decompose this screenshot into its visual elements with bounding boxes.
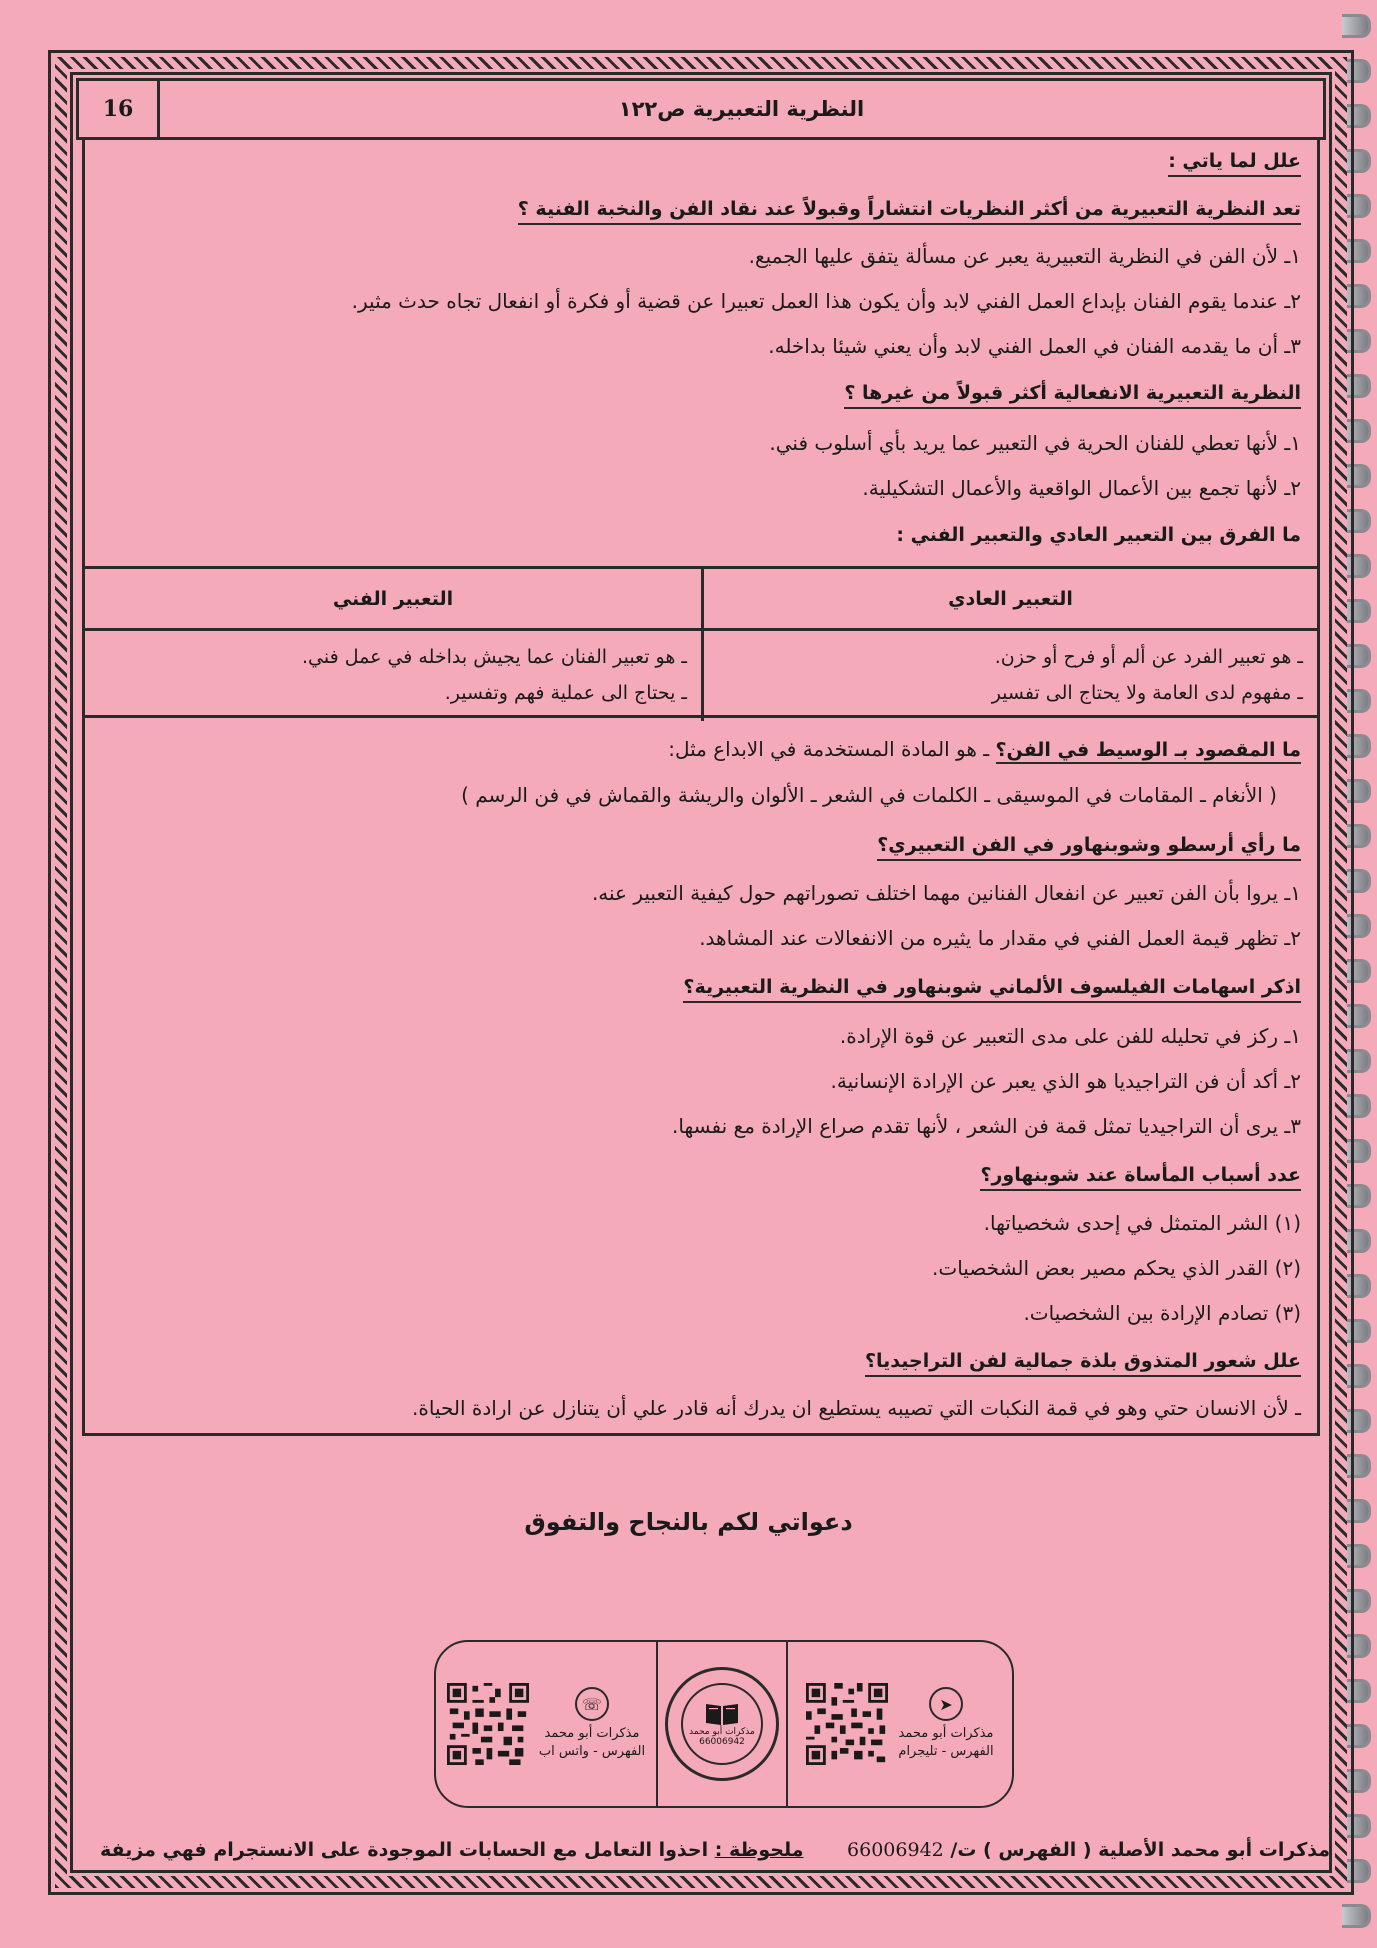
footer [100, 1836, 1330, 1864]
whatsapp-qr-code[interactable] [447, 1679, 529, 1769]
table-header-artistic: التعبير الفني [85, 569, 701, 631]
brand-logo [665, 1667, 779, 1781]
table-cell-ordinary [701, 631, 1317, 721]
page-title: النظرية التعبيرية ص١٢٢ [618, 97, 865, 121]
closing-prayer: دعواتي لكم بالنجاح والتفوق [524, 1508, 853, 1536]
q1-answer: ١ـ لأن الفن في النظرية التعبيرية يعبر عن مسألة يتفق عليها الجميع. [748, 244, 1301, 268]
whatsapp-name: مذكرات أبو محمد [544, 1726, 640, 1741]
q7-answer: (٢) القدر الذي يحكم مصير بعض الشخصيات. [932, 1256, 1301, 1280]
telegram-section [788, 1642, 1012, 1806]
q6-answer: ٣ـ يرى أن التراجيديا تمثل قمة فن الشعر ، لأنها تقدم صراع الإرادة مع نفسها. [672, 1114, 1301, 1138]
q7-answer: (٣) تصادم الإرادة بين الشخصيات. [1023, 1301, 1301, 1325]
book-icon [704, 1701, 740, 1727]
q7-answer: (١) الشر المتمثل في إحدى شخصياتها. [983, 1211, 1301, 1235]
footer-brand [847, 1839, 1330, 1861]
telegram-qr-code[interactable] [806, 1679, 888, 1769]
q8-answer: ـ لأن الانسان حتي وهو في قمة النكبات التي تصيبه يستطيع ان يدرك أنه قادر علي أن يتنازل عن ارادة الحياة. [412, 1396, 1301, 1420]
table-cell-artistic [85, 631, 701, 721]
logo-text: مذكرات أبو محمد [689, 1727, 755, 1737]
q6-question: اذكر اسهامات الفيلسوف الألماني شوبنهاور في النظرية التعبيرية؟ [683, 974, 1301, 1003]
logo-section [658, 1642, 788, 1806]
comparison-table [85, 566, 1317, 718]
q6-answer: ١ـ ركز في تحليله للفن على مدى التعبير عن قوة الإرادة. [839, 1024, 1301, 1048]
footer-brand-text: مذكرات أبو محمد الأصلية ( الفهرس ) ت/ [950, 1839, 1330, 1861]
q7-question: عدد أسباب المأساة عند شوبنهاور؟ [980, 1162, 1301, 1191]
telegram-handle: الفهرس - تليجرام [898, 1744, 994, 1759]
footer-note-label: ملحوظة : [714, 1839, 804, 1861]
footer-note-text: احذوا التعامل مع الحسابات الموجودة على الانستجرام فهي مزيفة [100, 1839, 709, 1861]
q4-answer: ( الأنغام ـ المقامات في الموسيقى ـ الكلمات في الشعر ـ الألوان والريشة والقماش في فن الرسم ) [461, 783, 1277, 807]
whatsapp-label [539, 1687, 645, 1761]
spiral-ring [1342, 1904, 1371, 1928]
table-row: ـ يحتاج الى عملية فهم وتفسير. [444, 682, 687, 704]
telegram-label [898, 1687, 993, 1761]
spiral-ring [1342, 14, 1371, 38]
whatsapp-icon: ☏ [575, 1687, 609, 1721]
table-row: ـ مفهوم لدى العامة ولا يحتاج الى تفسير [991, 682, 1303, 704]
q1-answer: ٣ـ أن ما يقدمه الفنان في العمل الفني لابد وأن يعني شيئا بداخله. [768, 334, 1301, 358]
q1-question: تعد النظرية التعبيرية من أكثر النظريات انتشاراً وقبولاً عند نقاد الفن والنخبة الفنية ؟ [518, 196, 1301, 225]
telegram-name: مذكرات أبو محمد [898, 1726, 994, 1741]
q5-answer: ٢ـ تظهر قيمة العمل الفني في مقدار ما يثيره من الانفعالات عند المشاهد. [699, 926, 1301, 950]
page-number: 16 [79, 81, 160, 137]
header [76, 78, 1326, 140]
q4-line [668, 736, 1301, 763]
brand-logo-inner [681, 1683, 763, 1765]
q8-question: علل شعور المتذوق بلذة جمالية لفن التراجيديا؟ [865, 1348, 1301, 1377]
q5-answer: ١ـ يروا بأن الفن تعبير عن انفعال الفنانين مهما اختلف تصوراتهم حول كيفية التعبير عنه. [591, 881, 1301, 905]
q2-question: النظرية التعبيرية الانفعالية أكثر قبولاً من غيرها ؟ [844, 380, 1301, 409]
telegram-icon: ➤ [929, 1687, 963, 1721]
footer-phone: 66006942 [847, 1839, 944, 1861]
q6-answer: ٢ـ أكد أن فن التراجيديا هو الذي يعبر عن الإرادة الإنسانية. [830, 1069, 1301, 1093]
q2-answer: ٢ـ لأنها تجمع بين الأعمال الواقعية والأعمال التشكيلية. [862, 476, 1301, 500]
intro-heading: علل لما ياتي : [1168, 148, 1301, 177]
table-row: ـ هو تعبير الفنان عما يجيش بداخله في عمل فني. [301, 646, 687, 668]
q5-question: ما رأي أرسطو وشوبنهاور في الفن التعبيري؟ [877, 832, 1301, 861]
whatsapp-handle: الفهرس - واتس اب [538, 1744, 646, 1759]
logo-number: 66006942 [699, 1737, 745, 1747]
whatsapp-section [436, 1642, 658, 1806]
q4-answer-inline: ـ هو المادة المستخدمة في الابداع مثل: [668, 737, 990, 761]
q2-answer: ١ـ لأنها تعطي للفنان الحرية في التعبير عما يريد بأي أسلوب فني. [769, 431, 1301, 455]
table-row: ـ هو تعبير الفرد عن ألم أو فرح أو حزن. [994, 646, 1303, 668]
table-header-ordinary: التعبير العادي [701, 569, 1317, 631]
q1-answer: ٢ـ عندما يقوم الفنان بإبداع العمل الفني لابد وأن يكون هذا العمل تعبيرا عن قضية أو فكرة أو انفعال تجاه حدث مثير. [351, 289, 1301, 313]
content-box [82, 140, 1320, 1436]
q3-question: ما الفرق بين التعبير العادي والتعبير الفني : [896, 524, 1301, 546]
footer-note [100, 1839, 804, 1861]
social-box [434, 1640, 1014, 1808]
q4-question: ما المقصود بـ الوسيط في الفن؟ [996, 739, 1302, 764]
